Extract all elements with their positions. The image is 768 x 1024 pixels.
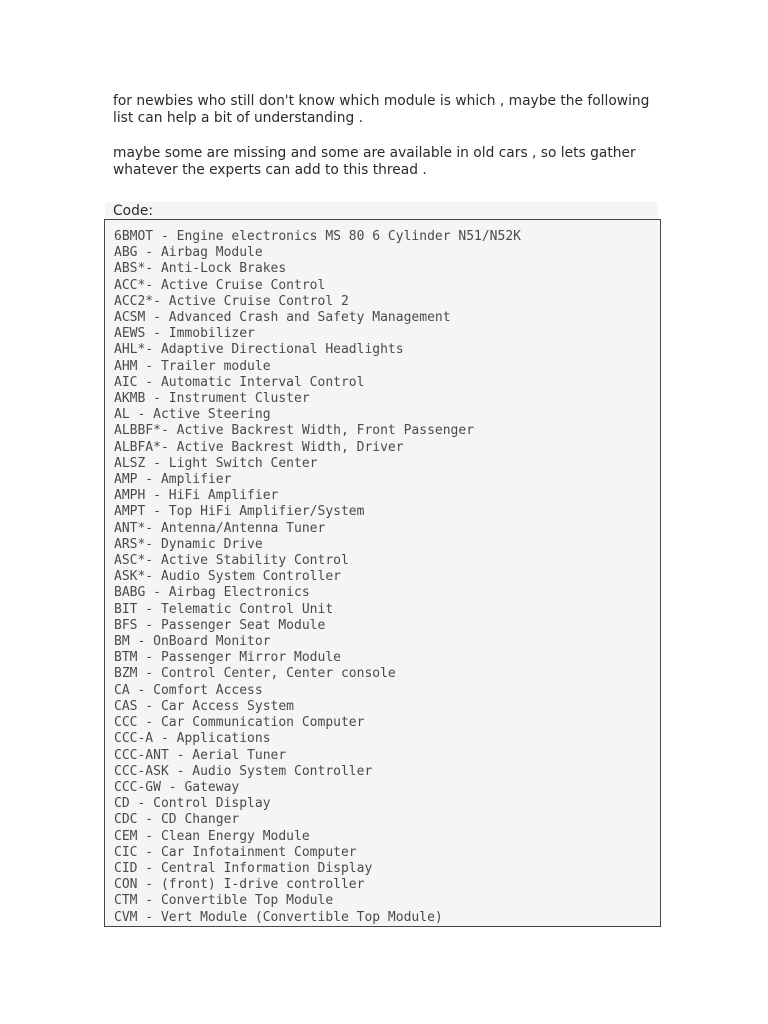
code-line: AMPH - HiFi Amplifier: [114, 488, 279, 504]
code-line: 6BMOT - Engine electronics MS 80 6 Cylinder N51/N52K: [114, 229, 521, 244]
code-line: BM - OnBoard Monitor: [114, 634, 271, 650]
code-line: CIC - Car Infotainment Computer: [114, 844, 357, 860]
code-line: AL - Active Steering: [114, 407, 271, 423]
code-line: CON - (front) I-drive controller: [114, 877, 365, 893]
code-line: CCC-ASK - Audio System Controller: [114, 763, 373, 779]
code-line: ARS*- Dynamic Drive: [114, 536, 263, 552]
code-line: ALBBF*- Active Backrest Width, Front Passenger: [114, 423, 475, 439]
code-line: BTM - Passenger Mirror Module: [114, 650, 341, 666]
code-block[interactable]: [104, 219, 661, 927]
code-label: Code:: [113, 203, 153, 219]
code-line: ACC2*- Active Cruise Control 2: [114, 293, 349, 309]
code-label-bar: [105, 202, 658, 220]
code-line: BABG - Airbag Electronics: [114, 585, 310, 601]
code-line: BFS - Passenger Seat Module: [114, 617, 326, 633]
code-line: AEWS - Immobilizer: [114, 326, 255, 342]
code-line: ANT*- Antenna/Antenna Tuner: [114, 520, 326, 536]
code-line: ASC*- Active Stability Control: [114, 553, 349, 569]
code-line: CCC-GW - Gateway: [114, 779, 240, 795]
code-line: AMP - Amplifier: [114, 472, 232, 488]
code-line: CTM - Convertible Top Module: [114, 893, 334, 909]
code-line: CAS - Car Access System: [114, 698, 295, 714]
code-line: ABS*- Anti-Lock Brakes: [114, 261, 287, 277]
code-line: AHM - Trailer module: [114, 358, 271, 374]
code-line: AKMB - Instrument Cluster: [114, 391, 310, 407]
code-line: AMPT - Top HiFi Amplifier/System: [114, 504, 365, 520]
code-line: CVM - Vert Module (Convertible Top Module): [114, 909, 443, 925]
code-line: ALSZ - Light Switch Center: [114, 455, 318, 471]
code-line: ASK*- Audio System Controller: [114, 569, 341, 585]
code-line: BZM - Control Center, Center console: [114, 666, 396, 682]
intro-text-2: maybe some are missing and some are available in old cars , so lets gather whatever the experts can add to this thread .: [113, 145, 636, 178]
code-line: AHL*- Adaptive Directional Headlights: [114, 342, 404, 358]
intro-text-1: for newbies who still don't know which module is which , maybe the following list can help a bit of understanding .: [113, 93, 650, 126]
intro-paragraph-1: [113, 93, 673, 127]
code-line: CEM - Clean Energy Module: [114, 828, 310, 844]
code-line: AIC - Automatic Interval Control: [114, 374, 365, 390]
code-line: CDC - CD Changer: [114, 812, 240, 828]
code-line: CID - Central Information Display: [114, 860, 373, 876]
code-line: ABG - Airbag Module: [114, 245, 263, 261]
code-line: ACSM - Advanced Crash and Safety Management: [114, 310, 451, 326]
code-line: ACC*- Active Cruise Control: [114, 277, 326, 293]
code-line: CD - Control Display: [114, 796, 271, 812]
code-line: CCC-ANT - Aerial Tuner: [114, 747, 287, 763]
code-line: CCC - Car Communication Computer: [114, 715, 365, 731]
code-line: ALBFA*- Active Backrest Width, Driver: [114, 439, 404, 455]
intro-paragraph-2: [113, 145, 673, 179]
code-line: CA - Comfort Access: [114, 682, 263, 698]
code-line: CCC-A - Applications: [114, 731, 271, 747]
code-line: BIT - Telematic Control Unit: [114, 601, 334, 617]
